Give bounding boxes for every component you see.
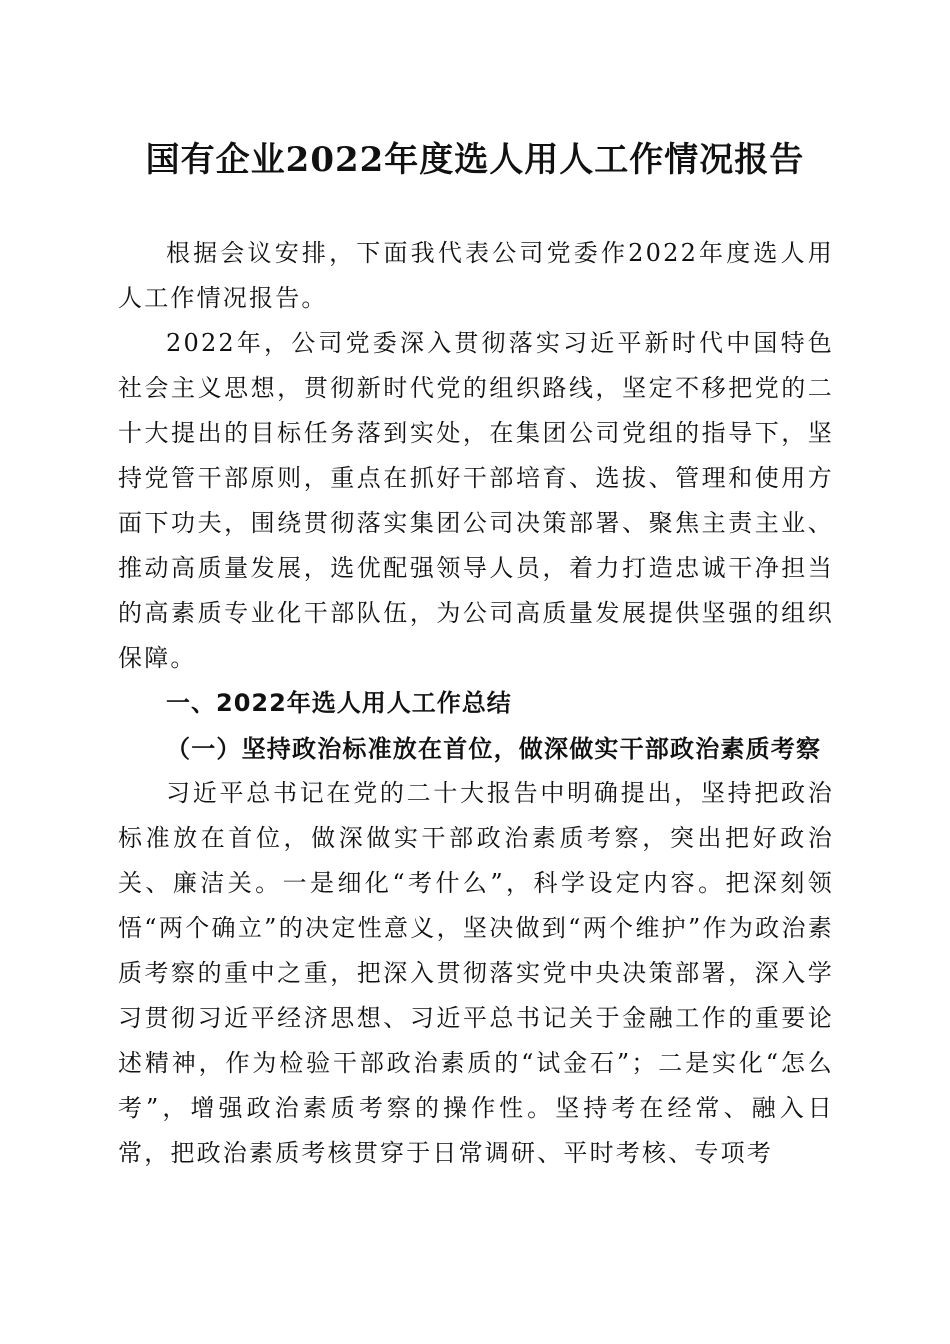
document-body: [118, 231, 834, 1176]
overview-paragraph: 2022年，公司党委深入贯彻落实习近平新时代中国特色社会主义思想，贯彻新时代党的组织路线，坚定不移把党的二十大提出的目标任务落到实处，在集团公司党组的指导下，坚持党管干部原则，重点在抓好干部培育、选拔、管理和使用方面下功夫，围绕贯彻落实集团公司决策部署、聚焦主责主业、推动高质量发展，选优配强领导人员，着力打造忠诚干净担当的高素质专业化干部队伍，为公司高质量发展提供坚强的组织保障。: [118, 329, 834, 672]
section-heading: 一、2022年选人用人工作总结: [166, 689, 512, 717]
intro-paragraph: 根据会议安排，下面我代表公司党委作2022年度选人用人工作情况报告。: [118, 239, 834, 312]
subsection-heading: （一）坚持政治标准放在首位，做深做实干部政治素质考察: [166, 734, 822, 763]
document-title: 国有企业2022年度选人用人工作情况报告: [145, 140, 805, 180]
subsection-paragraph: 习近平总书记在党的二十大报告中明确提出，坚持把政治标准放在首位，做深做实干部政治素质考察，突出把好政治关、廉洁关。一是细化“考什么”，科学设定内容。把深刻领悟“两个确立”的决定性意义，坚决做到“两个维护”作为政治素质考察的重中之重，把深入贯彻落实党中央决策部署，深入学习贯彻习近平经济思想、习近平总书记关于金融工作的重要论述精神，作为检验干部政治素质的“试金石”；二是实化“怎么考”，增强政治素质考察的操作性。坚持考在经常、融入日常，把政治素质考核贯穿于日常调研、平时考核、专项考: [118, 779, 834, 1167]
